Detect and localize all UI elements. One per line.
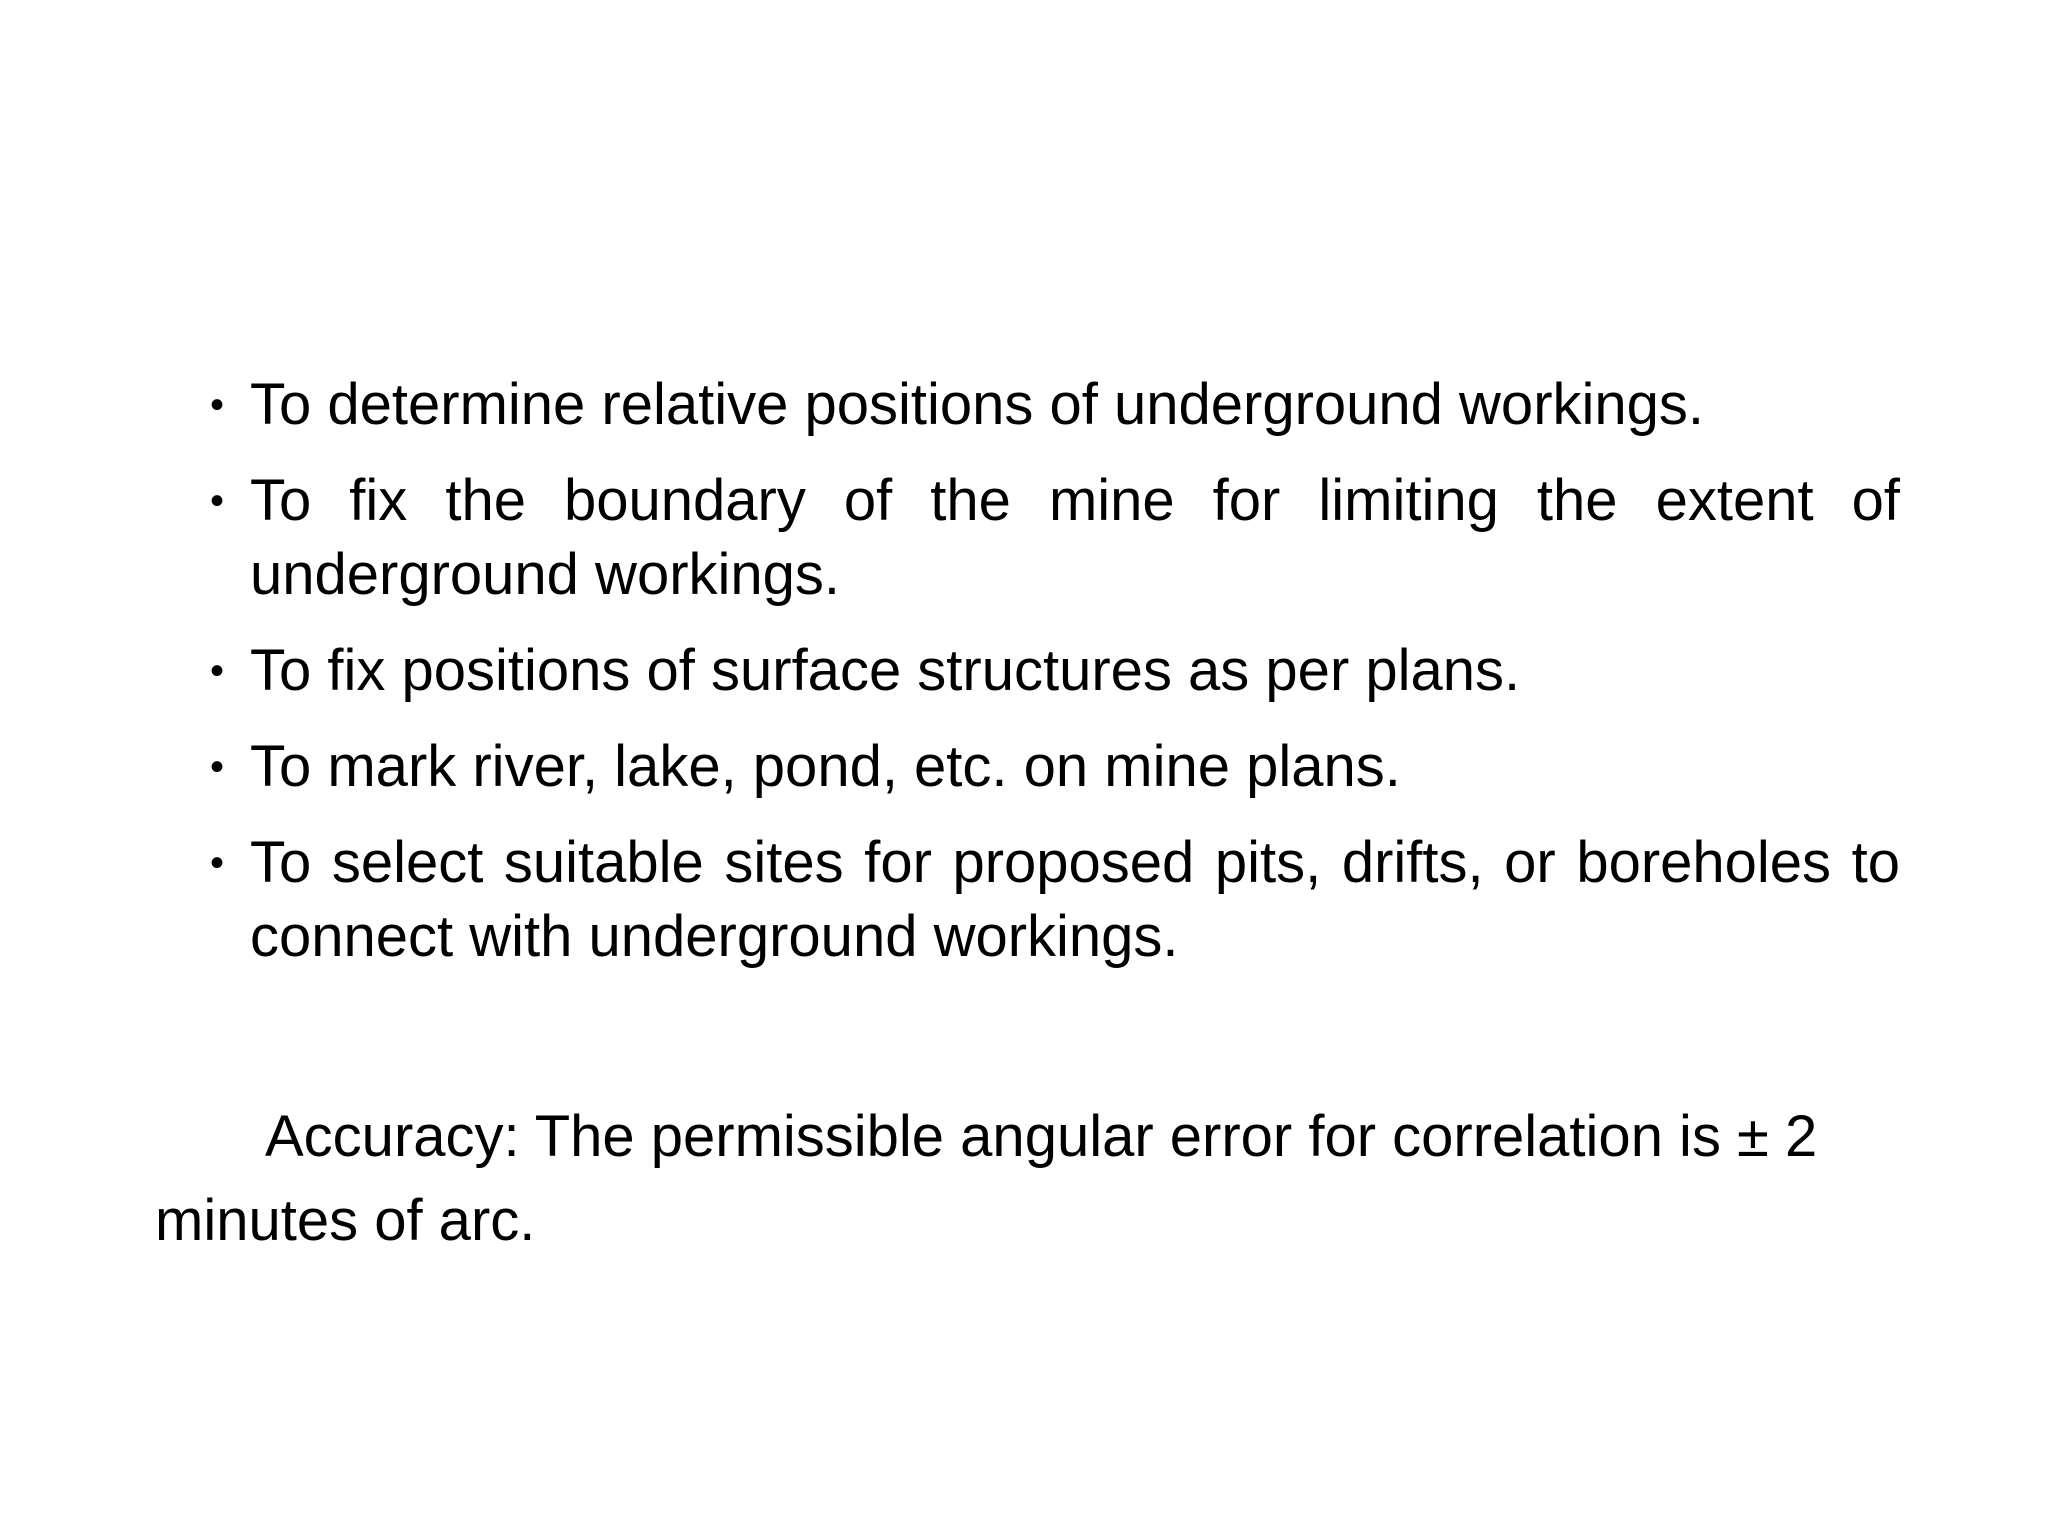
bullet-icon: •: [210, 745, 225, 789]
bullet-text: To mark river, lake, pond, etc. on mine plans.: [250, 734, 1401, 799]
bullet-icon: •: [210, 649, 225, 693]
bullet-icon: •: [210, 479, 225, 523]
bullet-text: To fix positions of surface structures as per plans.: [250, 638, 1521, 703]
accuracy-note: Accuracy: The permissible angular error for correlation is ± 2 minutes of arc.: [155, 1104, 1818, 1253]
bullet-list: [210, 368, 1900, 996]
list-item: [210, 464, 1900, 612]
list-item: [210, 826, 1900, 974]
list-item: [210, 634, 1900, 708]
bullet-text: To select suitable sites for proposed pits, drifts, or boreholes to connect with underground workings.: [250, 830, 1900, 969]
bullet-text: To determine relative positions of underground workings.: [250, 372, 1705, 437]
list-item: [210, 368, 1900, 442]
bullet-icon: •: [210, 841, 225, 885]
bullet-text: To fix the boundary of the mine for limiting the extent of underground workings.: [250, 468, 1900, 607]
list-item: [210, 730, 1900, 804]
bullet-icon: •: [210, 383, 225, 427]
